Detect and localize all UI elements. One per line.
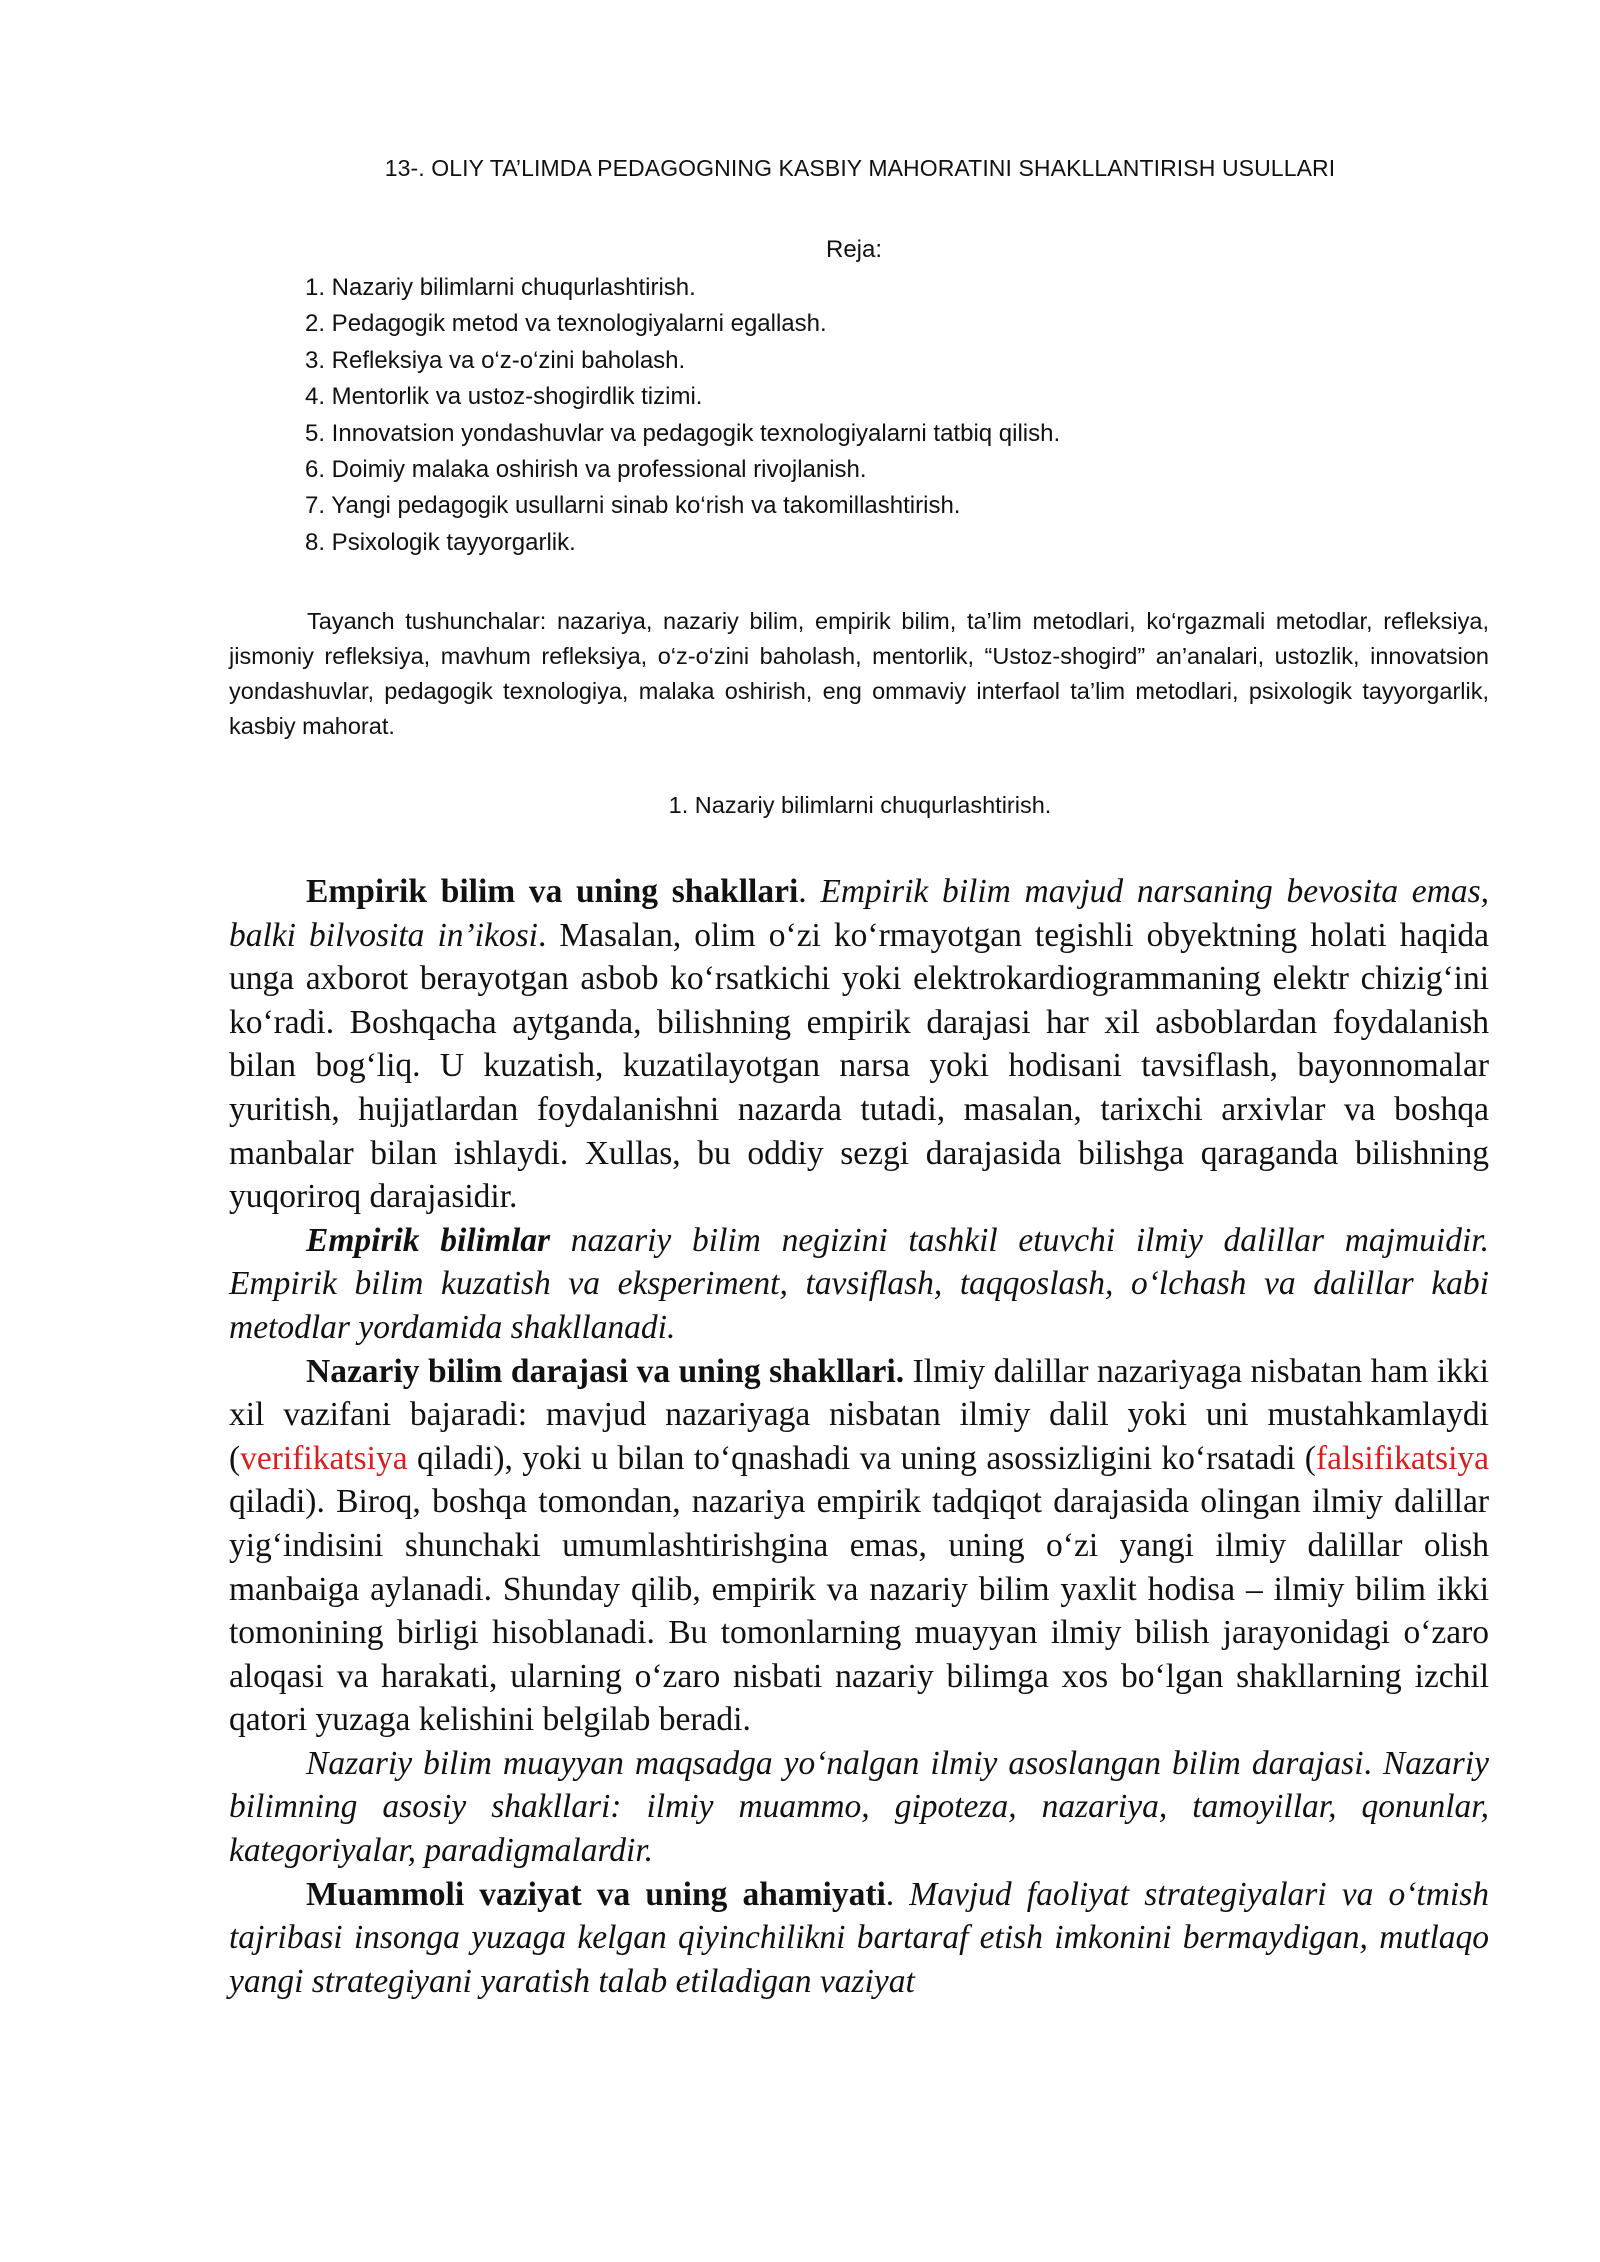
paragraph-heading: Empirik bilim va uning shakllari [306,873,799,910]
paragraph-theoretical-definition [229,1742,1489,1873]
document-title: 13-. OLIY TA’LIMDA PEDAGOGNING KASBIY MAHORATINI SHAKLLANTIRISH USULLARI [384,155,1336,181]
definition-text: Nazariy bilimning asosiy shakllari: ilmiy muammo, gipoteza, nazariya, tamoyillar, qonunlar, kategoriyalar, paradigmalardir. [229,1744,1490,1870]
section-heading: 1. Nazariy bilimlarni chuqurlashtirish. [668,792,1052,818]
punctuation: . [885,1875,910,1913]
plan-item: 3. Refleksiya va o‘z-o‘zini baholash. [305,346,686,374]
plan-item: 5. Innovatsion yondashuvlar va pedagogik texnologiyalarni tatbiq qilish. [305,419,1061,447]
plan-list [305,270,1060,561]
paragraph-empirical-knowledge [229,870,1489,1219]
punctuation: . [798,873,821,910]
paragraph-text: qiladi), yoki u bilan to‘qnashadi va uning asossizligini ko‘rsatadi ( [407,1439,1316,1477]
paragraph-empirical-definition [229,1219,1489,1350]
paragraph-heading: Muammoli vaziyat va uning ahamiyati [306,1875,886,1913]
definition-text: Empirik bilim mavjud narsaning bevosita emas, balki bilvosita in’ikosi [229,873,1490,954]
paragraph-heading: Nazariy bilim darajasi va uning shakllari. [306,1352,905,1390]
paragraph-text: Ilmiy dalillar nazariyaga nisbatan ham ikki xil vazifani bajaradi: mavjud nazariyaga nisbatan ilmiy dalil yoki uni mustahkamlaydi ( [229,1352,1489,1477]
definition-text: nazariy bilim negizini tashkil etuvchi ilmiy dalillar majmuidir. Empirik bilim kuzatish va eksperiment, tavsiflash, taqqoslash, o‘lchash va dalillar kabi metodlar yordamida shakllanadi. [229,1221,1489,1346]
key-concepts: Tayanch tushunchalar: nazariya, nazariy bilim, empirik bilim, ta’lim metodlari, ko‘rgazmali metodlar, refleksiya, jismoniy refleksiya, mavhum refleksiya, o‘z-o‘zini baholash, mentorlik, “Ustoz-shogird” an’analari, ustozlik, innovatsion yondashuvlar, pedagogik texnologiya, malaka oshirish, eng ommaviy interfaol ta’lim metodlari, psixologik tayyorgarlik, kasbiy mahorat. [229,608,1489,739]
highlighted-term: verifikatsiya [240,1439,408,1477]
plan-item: 4. Mentorlik va ustoz-shogirdlik tizimi. [305,383,703,411]
plan-item: 7. Yangi pedagogik usullarni sinab ko‘rish va takomillashtirish. [305,492,961,520]
paragraph-text: . Masalan, olim o‘zi ko‘rmayotgan tegishli obyektning holati haqida unga axborot berayotgan asbob ko‘rsatkichi yoki elektrokardiogrammaning elektr chizig‘ini ko‘radi. Boshqacha aytganda, bilishning empirik darajasi har xil asboblardan foydalanish bilan bog‘liq. U kuzatish, kuzatilayotgan narsa yoki hodisani tavsiflash, bayonnomalar yuritish, hujjatlardan foydalanishni nazarda tutadi, masalan, tarixchi arxivlar va boshqa manbalar bilan ishlaydi. Xullas, bu oddiy sezgi darajasida bilishga qaraganda bilishning yuqoriroq darajasidir. [229,916,1489,1216]
paragraph-term: Empirik bilimlar [306,1221,551,1259]
highlighted-term: falsifikatsiya [1315,1439,1489,1477]
plan-item: 6. Doimiy malaka oshirish va professional rivojlanish. [305,456,867,484]
plan-heading: Reja: [826,236,883,263]
definition-text: Nazariy bilim muayyan maqsadga yo‘nalgan ilmiy asoslangan bilim darajasi [306,1744,1364,1782]
definition-text: Mavjud faoliyat strategiyalari va o‘tmish tajribasi insonga yuzaga kelgan qiyinchilikni bartaraf etish imkonini bermaydigan, mutlaqo yangi strategiyani yaratish talab etiladigan vaziyat [229,1875,1489,2000]
plan-item: 2. Pedagogik metod va texnologiyalarni egallash. [305,310,827,338]
body-text [229,870,1489,2003]
plan-item: 8. Psixologik tayyorgarlik. [305,528,576,556]
paragraph-theoretical-knowledge [229,1350,1489,1742]
paragraph-text: qiladi). Biroq, boshqa tomondan, nazariya empirik tadqiqot darajasida olingan ilmiy dalillar yig‘indisini shunchaki umumlashtirishgina emas, uning o‘zi yangi ilmiy dalillar olish manbaiga aylanadi. Shunday qilib, empirik va nazariy bilim yaxlit hodisa – ilmiy bilim ikki tomonining birligi hisoblanadi. Bu tomonlarning muayyan ilmiy bilish jarayonidagi o‘zaro aloqasi va harakati, ularning o‘zaro nisbati nazariy bilimga xos bo‘lgan shakllarning izchil qatori yuzaga kelishini belgilab beradi. [229,1483,1489,1739]
punctuation: . [1363,1744,1383,1782]
paragraph-problem-situation [229,1873,1489,2004]
plan-item: 1. Nazariy bilimlarni chuqurlashtirish. [305,274,696,301]
